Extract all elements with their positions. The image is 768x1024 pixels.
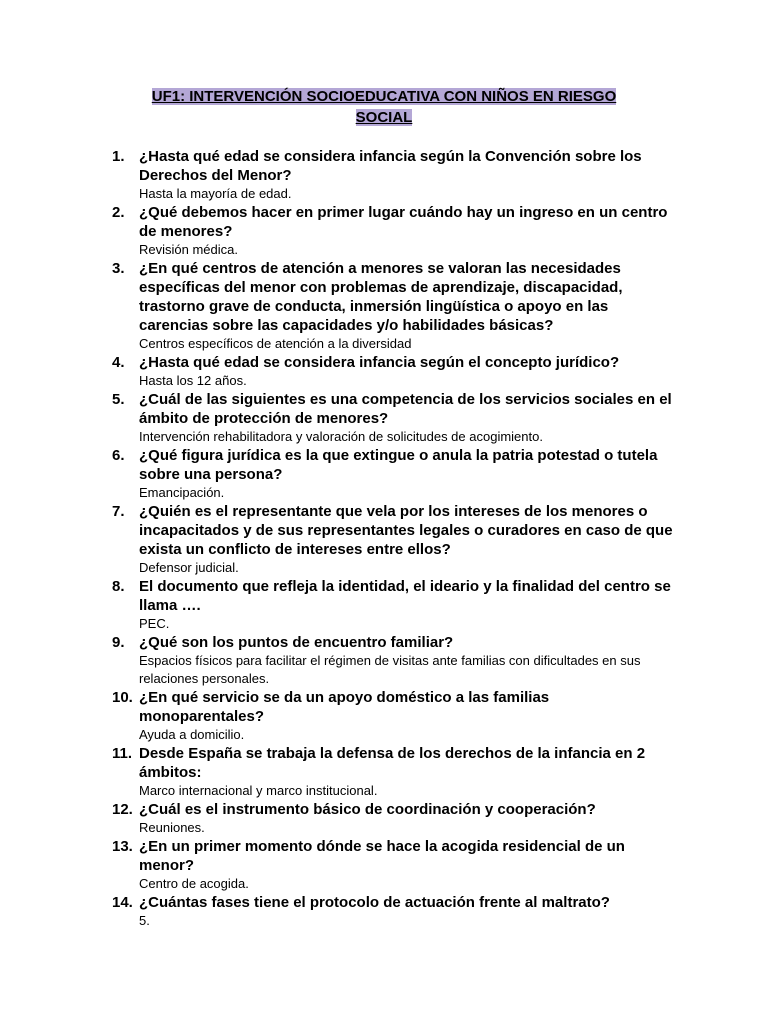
document-title (80, 86, 688, 128)
question-text: ¿Qué son los puntos de encuentro familiar? (139, 634, 454, 651)
question-item (112, 353, 678, 390)
question-item (112, 446, 678, 502)
question-number: 8. (112, 578, 125, 595)
question-text: ¿Cuál de las siguientes es una competencia de los servicios sociales en el ámbito de protección de menores? (139, 391, 672, 427)
question-text: ¿Qué debemos hacer en primer lugar cuándo hay un ingreso en un centro de menores? (139, 204, 668, 240)
answer-text: Defensor judicial. (139, 560, 239, 575)
question-number: 7. (112, 503, 125, 520)
question-number: 4. (112, 354, 125, 371)
answer-text: Reuniones. (139, 820, 205, 835)
question-item (112, 744, 678, 800)
answer-text: Revisión médica. (139, 242, 238, 257)
question-text: ¿Cuál es el instrumento básico de coordinación y cooperación? (139, 801, 596, 818)
answer-text: Espacios físicos para facilitar el régimen de visitas ante familias con dificultades en sus relaciones personales. (139, 653, 641, 686)
question-item (112, 893, 678, 930)
question-item (112, 633, 678, 688)
question-text: ¿En qué servicio se da un apoyo doméstico a las familias monoparentales? (139, 689, 550, 725)
question-number: 1. (112, 148, 125, 165)
question-number: 5. (112, 391, 125, 408)
answer-text: Centros específicos de atención a la diversidad (139, 336, 412, 351)
answer-text: 5. (139, 913, 150, 928)
question-item (112, 203, 678, 259)
question-number: 6. (112, 447, 125, 464)
answer-text: PEC. (139, 616, 170, 631)
question-number: 10. (112, 689, 133, 706)
question-text: ¿En un primer momento dónde se hace la acogida residencial de un menor? (139, 838, 625, 874)
question-number: 14. (112, 894, 133, 911)
answer-text: Centro de acogida. (139, 876, 249, 891)
title-line-1: UF1: INTERVENCIÓN SOCIOEDUCATIVA CON NIÑOS EN RIESGO (151, 88, 617, 105)
question-item (112, 259, 678, 353)
question-item (112, 577, 678, 633)
answer-text: Ayuda a domicilio. (139, 727, 245, 742)
question-item (112, 688, 678, 744)
question-text: ¿Quién es el representante que vela por los intereses de los menores o incapacitados y de sus representantes legales o curadores en caso de que exista un conflicto de intereses entre ellos? (139, 503, 673, 558)
question-text: Desde España se trabaja la defensa de los derechos de la infancia en 2 ámbitos: (139, 745, 646, 781)
question-item (112, 390, 678, 446)
answer-text: Marco internacional y marco institucional. (139, 783, 378, 798)
answer-text: Hasta los 12 años. (139, 373, 247, 388)
question-number: 11. (112, 745, 133, 762)
question-number: 9. (112, 634, 125, 651)
question-list (112, 147, 678, 930)
question-number: 13. (112, 838, 133, 855)
question-text: ¿Hasta qué edad se considera infancia según la Convención sobre los Derechos del Menor? (139, 148, 642, 184)
question-item (112, 837, 678, 893)
answer-text: Emancipación. (139, 485, 225, 500)
question-item (112, 502, 678, 577)
question-text: ¿Hasta qué edad se considera infancia según el concepto jurídico? (139, 354, 620, 371)
title-line-2: SOCIAL (355, 109, 413, 126)
answer-text: Hasta la mayoría de edad. (139, 186, 292, 201)
question-text: ¿Qué figura jurídica es la que extingue o anula la patria potestad o tutela sobre una persona? (139, 447, 658, 483)
question-item (112, 800, 678, 837)
question-text: El documento que refleja la identidad, el ideario y la finalidad del centro se llama …. (139, 578, 671, 614)
question-text: ¿Cuántas fases tiene el protocolo de actuación frente al maltrato? (139, 894, 610, 911)
question-number: 3. (112, 260, 125, 277)
question-number: 12. (112, 801, 133, 818)
answer-text: Intervención rehabilitadora y valoración de solicitudes de acogimiento. (139, 429, 543, 444)
question-text: ¿En qué centros de atención a menores se valoran las necesidades específicas del menor con problemas de aprendizaje, discapacidad, trastorno grave de conducta, inmersión lingüística o apoyo en las carencias sobre las capacidades y/o habilidades básicas? (139, 260, 623, 334)
question-item (112, 147, 678, 203)
question-number: 2. (112, 204, 125, 221)
